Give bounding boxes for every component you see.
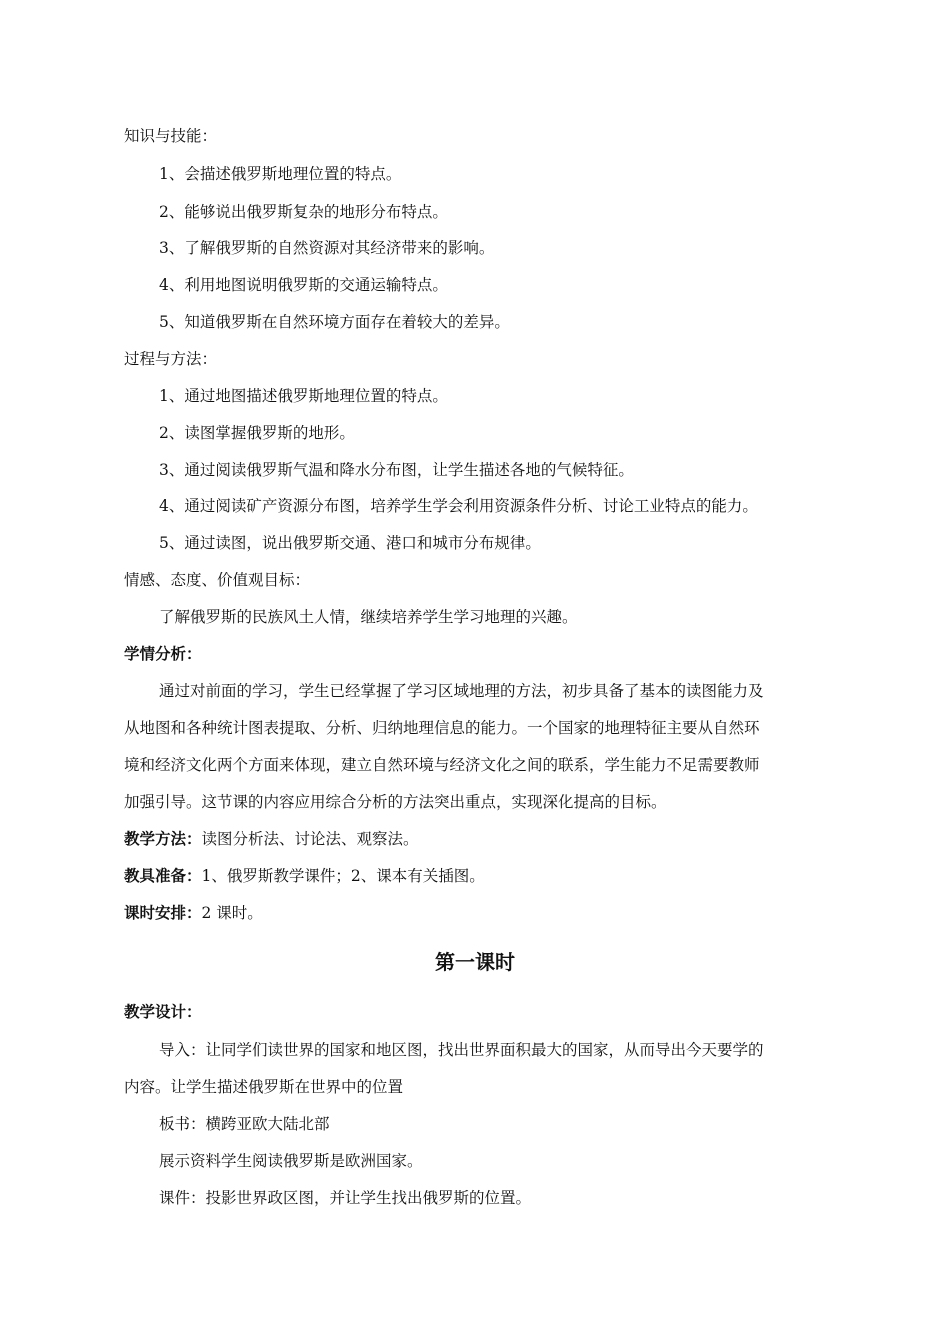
process-item: 5、通过读图，说出俄罗斯交通、港口和城市分布规律。	[159, 534, 541, 552]
design-show: 展示资料学生阅读俄罗斯是欧洲国家。	[159, 1152, 423, 1170]
knowledge-item: 3、了解俄罗斯的自然资源对其经济带来的影响。	[159, 239, 495, 257]
method-label: 教学方法：	[124, 830, 202, 848]
analysis-line: 从地图和各种统计图表提取、分析、归纳地理信息的能力。一个国家的地理特征主要从自然环	[124, 719, 760, 737]
emotion-heading: 情感、态度、价值观目标：	[124, 571, 311, 589]
analysis-line: 通过对前面的学习，学生已经掌握了学习区域地理的方法，初步具备了基本的读图能力及	[159, 682, 764, 700]
schedule-label: 课时安排：	[124, 904, 202, 922]
knowledge-item: 1、会描述俄罗斯地理位置的特点。	[159, 165, 402, 183]
emotion-text: 了解俄罗斯的民族风土人情，继续培养学生学习地理的兴趣。	[159, 608, 578, 626]
knowledge-heading: 知识与技能：	[124, 127, 218, 145]
design-heading: 教学设计：	[124, 1003, 202, 1021]
knowledge-item: 2、能够说出俄罗斯复杂的地形分布特点。	[159, 203, 448, 221]
knowledge-item: 4、利用地图说明俄罗斯的交通运输特点。	[159, 276, 448, 294]
knowledge-item: 5、知道俄罗斯在自然环境方面存在着较大的差异。	[159, 313, 510, 331]
tools-row	[124, 864, 485, 886]
process-item: 2、读图掌握俄罗斯的地形。	[159, 424, 355, 442]
process-heading: 过程与方法：	[124, 350, 218, 368]
design-intro-line: 导入：让同学们读世界的国家和地区图，找出世界面积最大的国家，从而导出今天要学的	[159, 1041, 764, 1059]
method-row	[124, 827, 419, 849]
tools-label: 教具准备：	[124, 867, 202, 885]
design-board: 板书：横跨亚欧大陆北部	[159, 1115, 330, 1133]
analysis-heading: 学情分析：	[124, 645, 202, 663]
design-courseware: 课件：投影世界政区图，并让学生找出俄罗斯的位置。	[159, 1189, 532, 1207]
tools-text: 1、俄罗斯教学课件；2、课本有关插图。	[201, 867, 485, 885]
analysis-line: 加强引导。这节课的内容应用综合分析的方法突出重点，实现深化提高的目标。	[124, 793, 667, 811]
design-intro-line: 内容。让学生描述俄罗斯在世界中的位置	[124, 1078, 404, 1096]
schedule-row	[124, 901, 263, 923]
method-text: 读图分析法、讨论法、观察法。	[201, 830, 419, 848]
process-item: 4、通过阅读矿产资源分布图，培养学生学会利用资源条件分析、讨论工业特点的能力。	[159, 497, 758, 515]
process-item: 1、通过地图描述俄罗斯地理位置的特点。	[159, 387, 448, 405]
schedule-text: 2 课时。	[201, 904, 263, 922]
analysis-line: 境和经济文化两个方面来体现，建立自然环境与经济文化之间的联系，学生能力不足需要教师	[124, 756, 760, 774]
lesson-title: 第一课时	[435, 950, 515, 974]
process-item: 3、通过阅读俄罗斯气温和降水分布图，让学生描述各地的气候特征。	[159, 461, 634, 479]
